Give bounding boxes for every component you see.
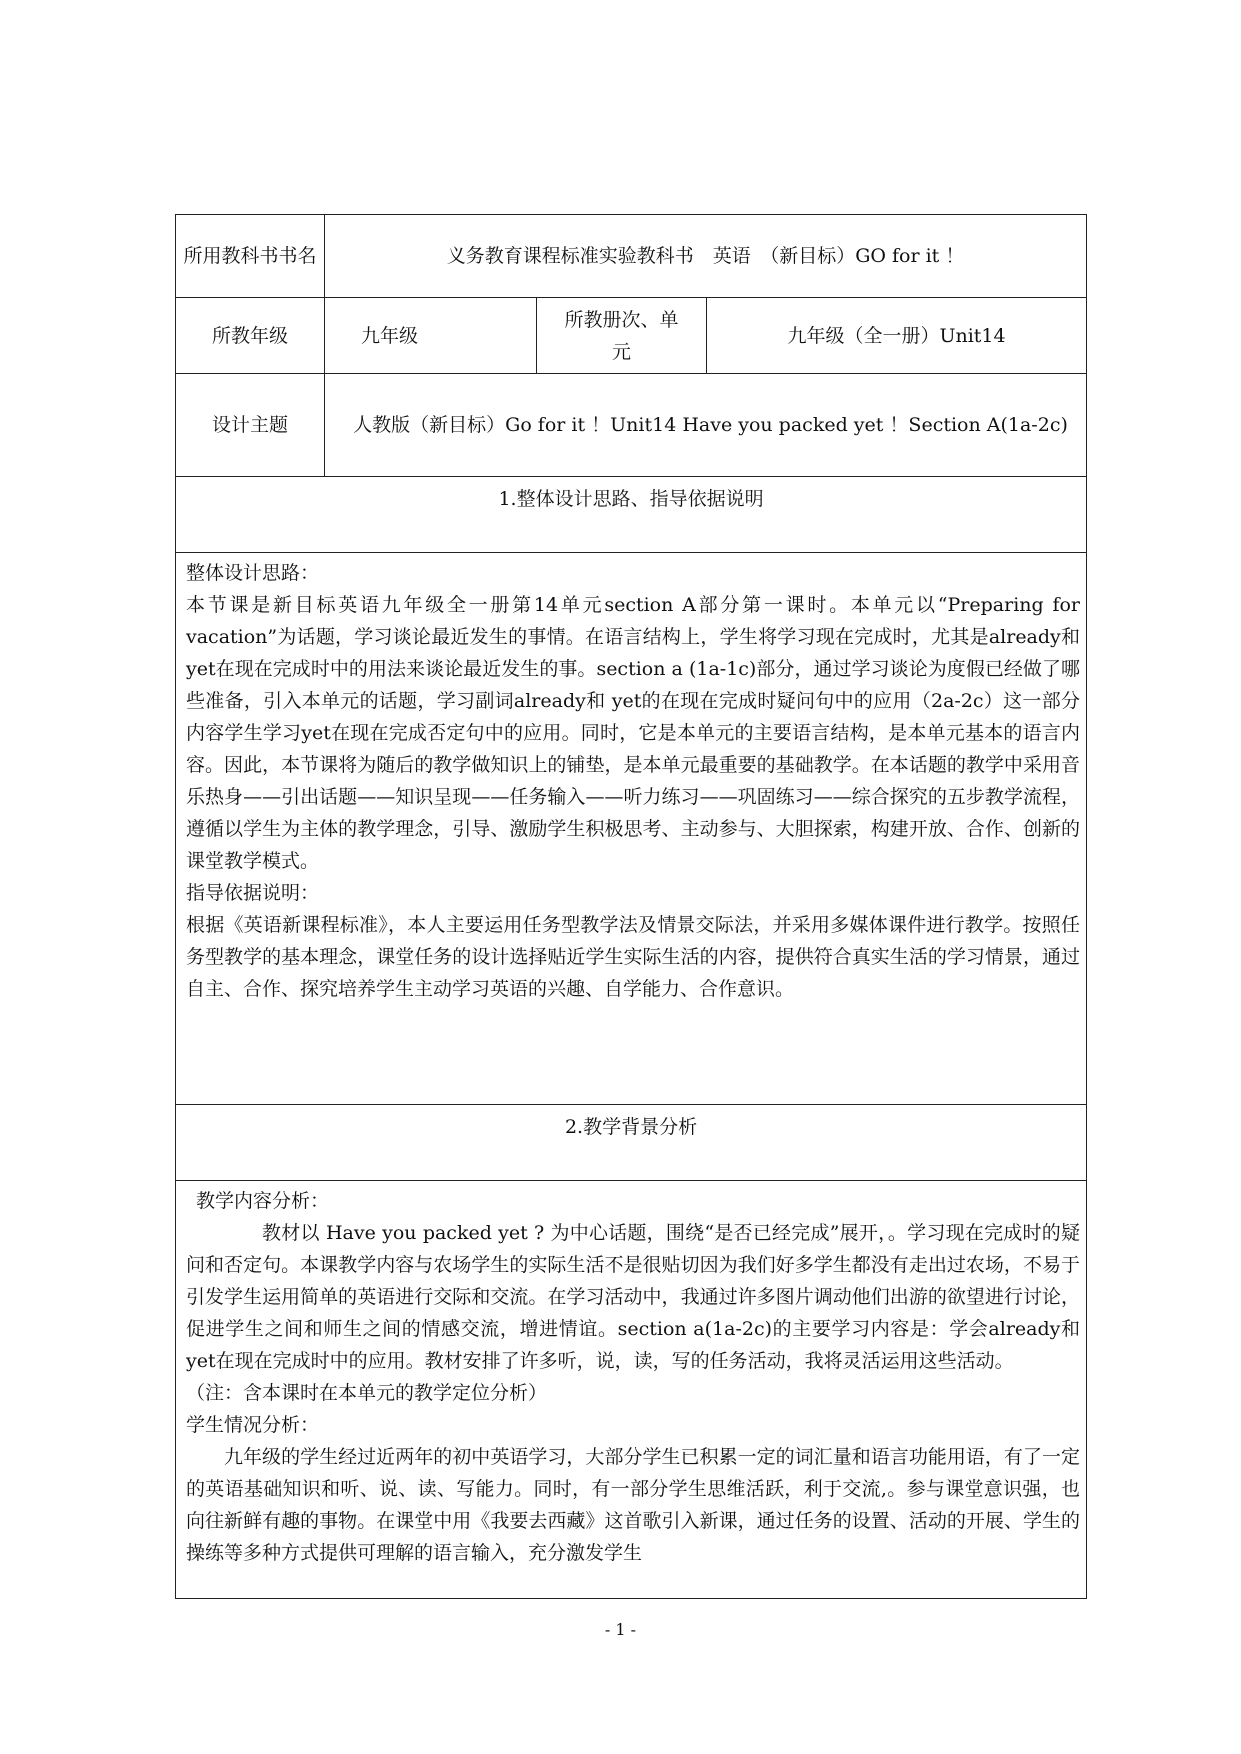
guidance-basis-paragraph: 根据《英语新课程标准》，本人主要运用任务型教学法及情景交际法，并采用多媒体课件进行教学。按照任务型教学的基本理念，课堂任务的设计选择贴近学生实际生活的内容，提供符合真实生活的学习情景，通过自主、合作、探究培养学生主动学习英语的兴趣、自学能力、合作意识。 <box>186 914 1081 1000</box>
section2-body <box>176 1181 1087 1599</box>
page-number: - 1 - <box>604 1620 637 1639</box>
grade-row <box>176 298 1087 374</box>
grade-label: 所教年级 <box>176 298 325 374</box>
textbook-value: 义务教育课程标准实验教科书 英语 （新目标）GO for it ！ <box>325 215 1087 298</box>
theme-label: 设计主题 <box>176 374 325 477</box>
section2-heading-row <box>176 1105 1087 1181</box>
grade-value: 九年级 <box>325 298 537 374</box>
section1-body-row <box>176 553 1087 1105</box>
design-thinking-paragraph: 本节课是新目标英语九年级全一册第14单元section A部分第一课时。本单元以“Preparing for vacation”为话题，学习谈论最近发生的事情。在语言结构上，学生将学习现在完成时，尤其是already和yet在现在完成时中的用法来谈论最近发生的事。section a (1a-1c)部分，通过学习谈论为度假已经做了哪些准备，引入本单元的话题，学习副词already和 yet的在现在完成时疑问句中的应用（2a-2c）这一部分内容学生学习yet在现在完成否定句中的应用。同时，它是本单元的主要语言结构，是本单元基本的语言内容。因此，本节课将为随后的教学做知识上的铺垫，是本单元最重要的基础教学。在本话题的教学中采用音乐热身——引出话题——知识呈现——任务输入——听力练习——巩固练习——综合探究的五步教学流程，遵循以学生为主体的教学理念，引导、激励学生积极思考、主动参与、大胆探索，构建开放、合作、创新的课堂教学模式。 <box>186 594 1081 872</box>
textbook-label: 所用教科书书名 <box>176 215 325 298</box>
section1-body <box>176 553 1087 1105</box>
theme-value: 人教版（新目标）Go for it ！Unit14 Have you packed yet ！Section A(1a-2c) <box>325 374 1087 477</box>
design-thinking-subheading: 整体设计思路： <box>186 562 320 584</box>
textbook-row <box>176 215 1087 298</box>
student-analysis-subheading: 学生情况分析： <box>186 1414 320 1436</box>
theme-row <box>176 374 1087 477</box>
student-analysis-paragraph: 九年级的学生经过近两年的初中英语学习，大部分学生已积累一定的词汇量和语言功能用语，有了一定的英语基础知识和听、说、读、写能力。同时，有一部分学生思维活跃，利于交流,。参与课堂意识强，也向往新鲜有趣的事物。在课堂中用《我要去西藏》这首歌引入新课，通过任务的设置、活动的开展、学生的操练等多种方式提供可理解的语言输入，充分激发学生 <box>186 1446 1081 1564</box>
position-note: （注：含本课时在本单元的教学定位分析） <box>186 1382 548 1404</box>
lesson-plan-table <box>175 214 1087 1599</box>
volume-value: 九年级（全一册）Unit14 <box>707 298 1087 374</box>
volume-label: 所教册次、单元 <box>537 298 707 374</box>
section1-heading: 1.整体设计思路、指导依据说明 <box>176 477 1087 553</box>
guidance-basis-subheading: 指导依据说明： <box>186 882 320 904</box>
section2-heading: 2.教学背景分析 <box>176 1105 1087 1181</box>
section1-heading-row <box>176 477 1087 553</box>
section2-body-row <box>176 1181 1087 1599</box>
content-analysis-paragraph: 教材以 Have you packed yet ? 为中心话题，围绕“是否已经完成”展开，。学习现在完成时的疑问和否定句。本课教学内容与农场学生的实际生活不是很贴切因为我们好多学生都没有走出过农场，不易于引发学生运用简单的英语进行交际和交流。在学习活动中，我通过许多图片调动他们出游的欲望进行讨论，促进学生之间和师生之间的情感交流，增进情谊。section a(1a-2c)的主要学习内容是：学会already和 yet在现在完成时中的应用。教材安排了许多听，说，读，写的任务活动，我将灵活运用这些活动。 <box>186 1222 1081 1372</box>
content-analysis-subheading: 教学内容分析： <box>196 1190 330 1212</box>
